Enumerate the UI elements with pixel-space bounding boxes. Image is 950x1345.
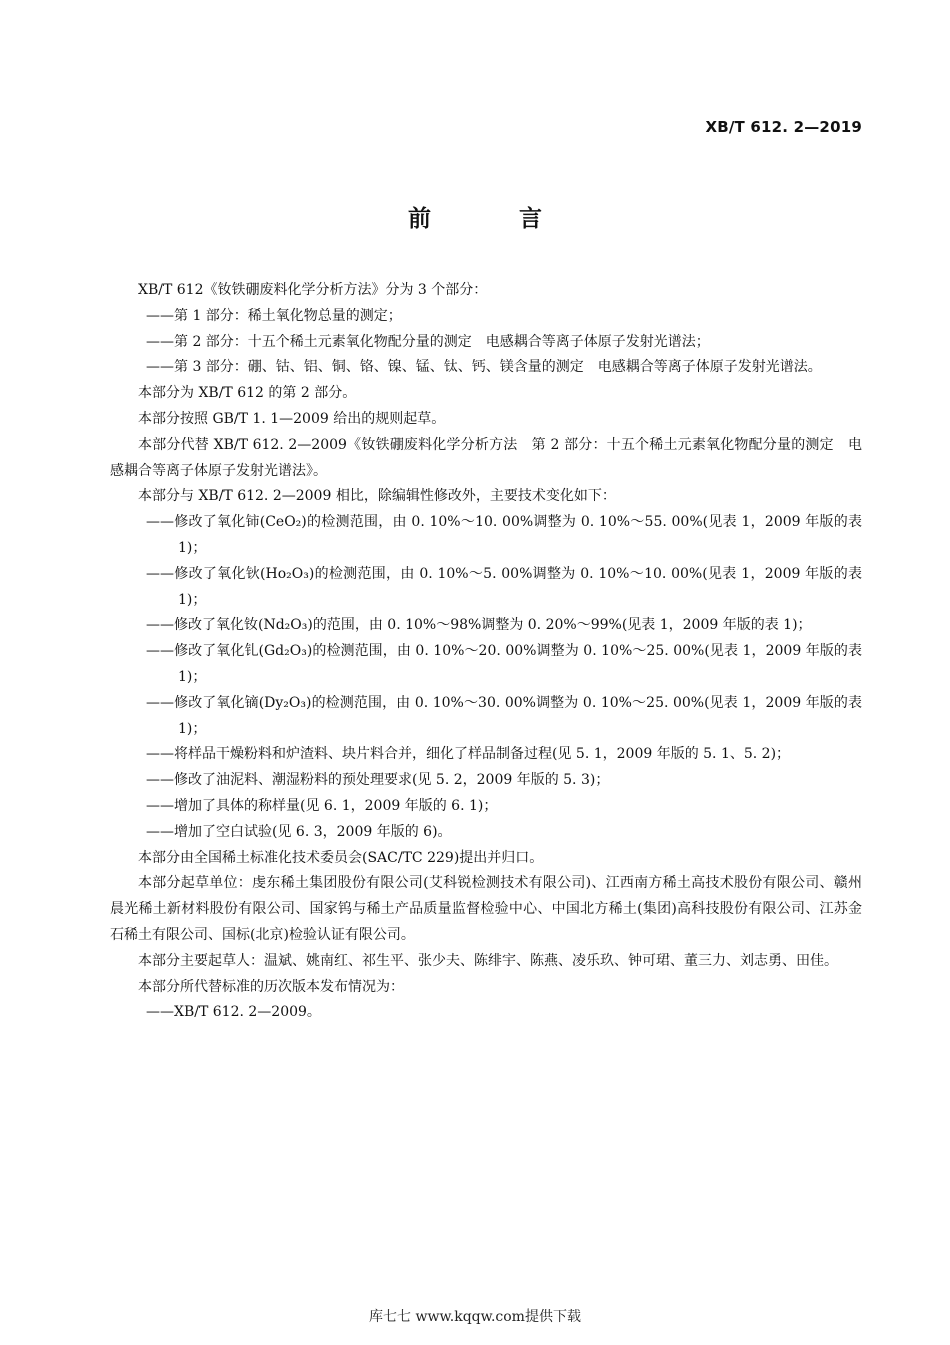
paragraph: 本部分主要起草人：温斌、姚南红、祁生平、张少夫、陈绯宇、陈燕、凌乐玖、钟可珺、董三力、刘志勇、田佳。	[138, 952, 838, 969]
paragraph: 本部分按照 GB/T 1. 1—2009 给出的规则起草。	[138, 410, 446, 427]
standard-code: XB/T 612. 2—2019	[705, 118, 862, 136]
paragraph: 本部分起草单位：虔东稀土集团股份有限公司(艾科锐检测技术有限公司)、江西南方稀土高技术股份有限公司、赣州晨光稀土新材料股份有限公司、国家钨与稀土产品质量监督检验中心、中国北方稀土(集团)高科技股份有限公司、江苏金石稀土有限公司、国标(北京)检验认证有限公司。	[110, 875, 862, 943]
list-item: ——XB/T 612. 2—2009。	[146, 1004, 321, 1021]
list-item: ——增加了具体的称样量(见 6. 1，2009 年版的 6. 1)；	[146, 797, 498, 814]
list-item: ——修改了氧化钆(Gd₂O₃)的检测范围，由 0. 10%～20. 00%调整为 0. 10%～25. 00%(见表 1，2009 年版的表 1)；	[146, 643, 862, 685]
paragraph: 本部分由全国稀土标准化技术委员会(SAC/TC 229)提出并归口。	[138, 849, 544, 866]
list-item: ——第 1 部分：稀土氧化物总量的测定；	[146, 307, 402, 324]
list-item: ——将样品干燥粉料和炉渣料、块片料合并，细化了样品制备过程(见 5. 1，2009 年版的 5. 1、5. 2)；	[146, 746, 791, 763]
list-item: ——第 3 部分：硼、钴、铝、铜、铬、镍、锰、钛、钙、镁含量的测定 电感耦合等离子体原子发射光谱法。	[146, 359, 822, 376]
list-item: ——修改了氧化镝(Dy₂O₃)的检测范围，由 0. 10%～30. 00%调整为 0. 10%～25. 00%(见表 1，2009 年版的表 1)；	[146, 694, 862, 737]
download-footer: 库七七 www.kqqw.com提供下载	[369, 1309, 581, 1325]
list-item: ——修改了氧化钬(Ho₂O₃)的检测范围，由 0. 10%～5. 00%调整为 0. 10%～10. 00%(见表 1，2009 年版的表 1)；	[146, 565, 862, 608]
list-item: ——修改了氧化钕(Nd₂O₃)的范围，由 0. 10%～98%调整为 0. 20%～99%(见表 1，2009 年版的表 1)；	[146, 617, 812, 634]
paragraph: XB/T 612《钕铁硼废料化学分析方法》分为 3 个部分：	[138, 282, 488, 298]
page-title: 前 言	[407, 206, 582, 232]
list-item: ——第 2 部分：十五个稀土元素氧化物配分量的测定 电感耦合等离子体原子发射光谱法；	[146, 333, 710, 350]
paragraph: 本部分为 XB/T 612 的第 2 部分。	[138, 385, 357, 402]
list-item: ——修改了氧化铈(CeO₂)的检测范围，由 0. 10%～10. 00%调整为 0. 10%～55. 00%(见表 1，2009 年版的表 1)；	[146, 514, 862, 556]
list-item: ——修改了油泥料、潮湿粉料的预处理要求(见 5. 2，2009 年版的 5. 3)；	[146, 772, 610, 789]
paragraph: 本部分所代替标准的历次版本发布情况为：	[138, 978, 404, 995]
foreword-body	[110, 278, 862, 1026]
paragraph: 本部分代替 XB/T 612. 2—2009《钕铁硼废料化学分析方法 第 2 部分：十五个稀土元素氧化物配分量的测定 电感耦合等离子体原子发射光谱法》。	[110, 436, 862, 479]
paragraph: 本部分与 XB/T 612. 2—2009 相比，除编辑性修改外，主要技术变化如下：	[138, 488, 616, 505]
list-item: ——增加了空白试验(见 6. 3，2009 年版的 6)。	[146, 823, 452, 840]
